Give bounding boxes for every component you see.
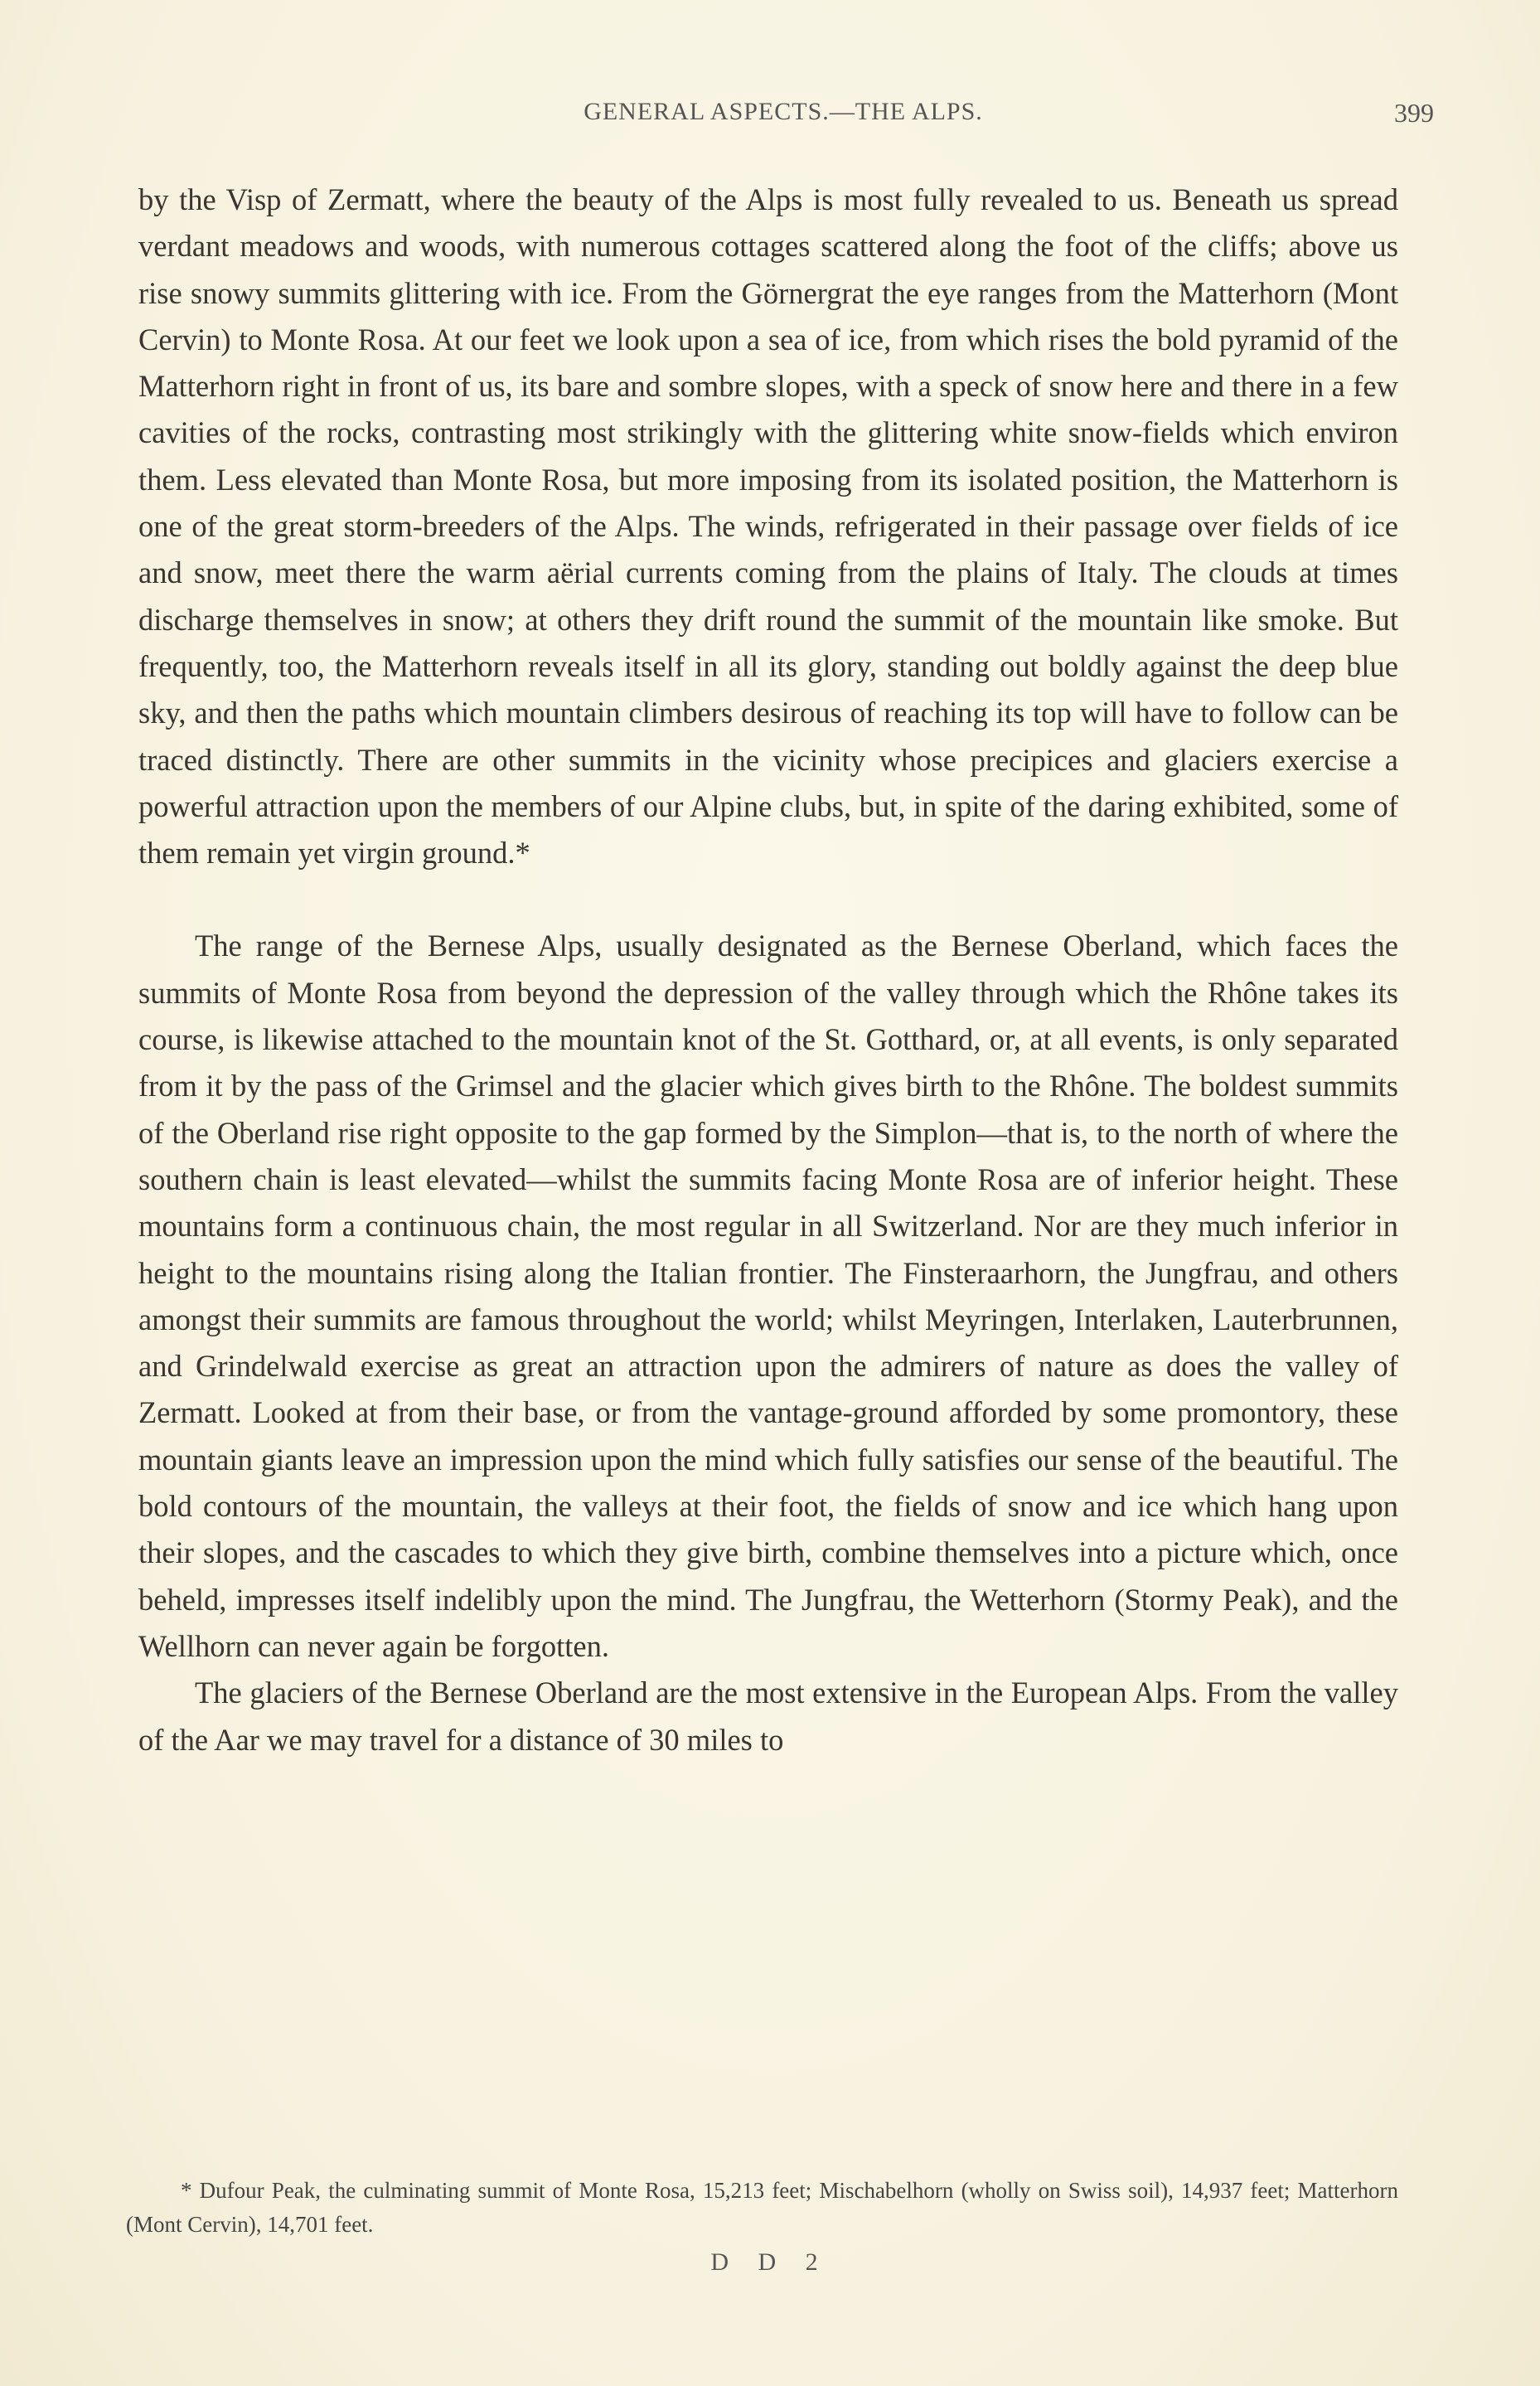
body-text bbox=[138, 177, 1398, 1763]
footnote-text: * Dufour Peak, the culminating summit of Monte Rosa, 15,213 feet; Mischabelhorn (wholly on Swiss soil), 14,937 feet; Matterhorn (Mont Cervin), 14,701 feet. bbox=[126, 2178, 1398, 2237]
running-head bbox=[133, 98, 1434, 131]
paragraph-continued: by the Visp of Zermatt, where the beauty of the Alps is most fully revealed to us. Beneath us spread verdant meadows and woods, with numerous cottages scattered along the foot of the cliffs; above us rise snowy summits glittering with ice. From the Görnergrat the eye ranges from the Matterhorn (Mont Cervin) to Monte Rosa. At our feet we look upon a sea of ice, from which rises the bold pyramid of the Matterhorn right in front of us, its bare and sombre slopes, with a speck of snow here and there in a few cavities of the rocks, contrasting most strikingly with the glittering white snow-fields which environ them. Less elevated than Monte Rosa, but more imposing from its isolated position, the Matterhorn is one of the great storm-breeders of the Alps. The winds, refrigerated in their passage over fields of ice and snow, meet there the warm aërial currents coming from the plains of Italy. The clouds at times discharge themselves in snow; at others they drift round the summit of the mountain like smoke. But frequently, too, the Matterhorn reveals itself in all its glory, standing out boldly against the deep blue sky, and then the paths which mountain climbers desirous of reaching its top will have to follow can be traced distinctly. There are other summits in the vicinity whose precipices and glaciers exercise a powerful attraction upon the members of our Alpine clubs, but, in spite of the daring exhibited, some of them remain yet virgin ground.* bbox=[138, 182, 1398, 871]
signature-mark: D D 2 bbox=[710, 2248, 830, 2276]
footnote bbox=[126, 2174, 1398, 2242]
paragraph-glaciers: The glaciers of the Bernese Oberland are the most extensive in the European Alps. From the valley of the Aar we may travel for a distance of 30 miles to bbox=[138, 1676, 1398, 1757]
page-number: 399 bbox=[1394, 98, 1434, 128]
running-title: GENERAL ASPECTS.—THE ALPS. bbox=[584, 98, 983, 125]
paragraph-bernese-alps: The range of the Bernese Alps, usually designated as the Bernese Oberland, which faces the summits of Monte Rosa from beyond the depression of the valley through which the Rhône takes its course, is likewise attached to the mountain knot of the St. Gotthard, or, at all events, is only separated from it by the pass of the Grimsel and the glacier which gives birth to the Rhône. The boldest summits of the Oberland rise right opposite to the gap formed by the Simplon—that is, to the north of where the southern chain is least elevated—whilst the summits facing Monte Rosa are of inferior height. These mountains form a continuous chain, the most regular in all Switzerland. Nor are they much inferior in height to the mountains rising along the Italian frontier. The Finsteraarhorn, the Jungfrau, and others amongst their summits are famous throughout the world; whilst Meyringen, Interlaken, Lauterbrunnen, and Grindelwald exercise as great an attraction upon the admirers of nature as does the valley of Zermatt. Looked at from their base, or from the vantage-ground afforded by some promontory, these mountain giants leave an impression upon the mind which fully satisfies our sense of the beautiful. The bold contours of the mountain, the valleys at their foot, the fields of snow and ice which hang upon their slopes, and the cascades to which they give birth, combine themselves into a picture which, once beheld, impresses itself indelibly upon the mind. The Jungfrau, the Wetterhorn (Stormy Peak), and the Wellhorn can never again be forgotten. bbox=[138, 929, 1398, 1663]
